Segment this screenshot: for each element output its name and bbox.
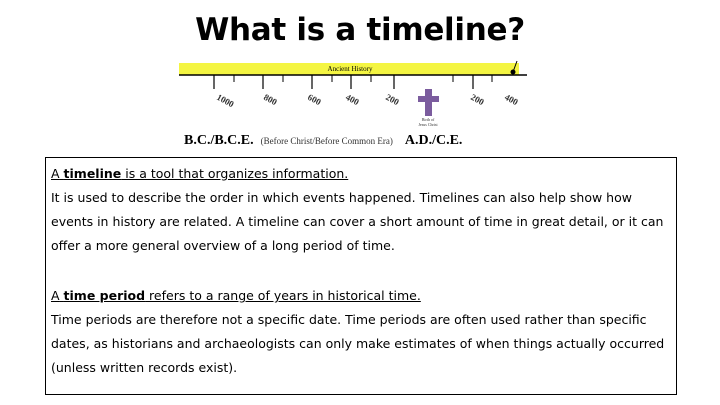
tick-label: 1000 <box>215 91 236 110</box>
era-bce-note: (Before Christ/Before Common Era) <box>260 136 393 146</box>
cross-caption-line-2: Jesus Christ <box>418 122 438 127</box>
timeline-term: timeline <box>63 166 122 181</box>
timeline-definition <box>51 162 670 186</box>
ancient-history-label: Ancient History <box>327 65 373 73</box>
tick-label: 400 <box>344 91 361 108</box>
era-ad-label: A.D./C.E. <box>404 133 463 148</box>
tick-label: 400 <box>503 91 520 108</box>
period-def-rest: refers to a range of years in historical time. <box>145 288 421 303</box>
period-def-prefix: A <box>51 288 60 303</box>
era-bce-label: B.C./B.C.E. <box>184 133 254 148</box>
timeline-graphic <box>170 56 540 136</box>
era-labels <box>184 131 544 149</box>
tick-label: 800 <box>262 91 279 108</box>
definition-box <box>45 157 677 395</box>
tick-labels <box>215 92 520 110</box>
tick-label: 600 <box>306 91 323 108</box>
time-period-definition <box>51 284 670 308</box>
cross-icon <box>418 89 439 116</box>
slide-title: What is a timeline? <box>195 12 525 48</box>
tick-label: 200 <box>469 91 486 108</box>
time-period-term: time period <box>63 288 146 303</box>
timeline-def-prefix: A <box>51 166 60 181</box>
time-period-body: Time periods are therefore not a specific date. Time periods are often used rather than specific dates, as historians and archaeologists can only make estimates of when things actually occurred (unless written records exist). <box>51 312 665 375</box>
timeline-def-rest: is a tool that organizes information. <box>121 166 349 181</box>
timeline-body: It is used to describe the order in which events happened. Timelines can also help show how events in history are related. A timeline can cover a short amount of time in great detail, or it can offer a more general overview of a long period of time. <box>51 190 664 253</box>
timeline-ticks <box>214 75 492 89</box>
cross-caption-line-1: Birth of <box>421 117 435 122</box>
tick-label: 200 <box>384 91 401 108</box>
